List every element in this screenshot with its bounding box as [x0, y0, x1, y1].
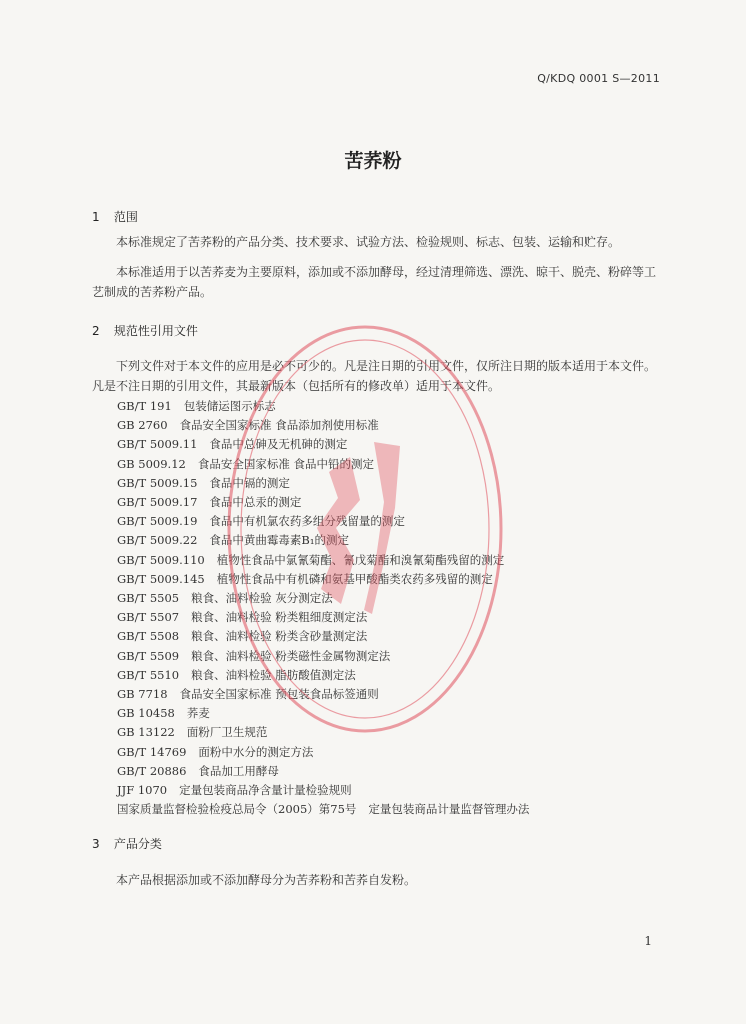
- reference-code: GB 5009.12: [117, 456, 186, 471]
- document-title: 苦荞粉: [344, 150, 402, 172]
- section-heading-scope: [92, 208, 138, 225]
- reference-title: 粮食、油料检验 脂肪酸值测定法: [191, 667, 356, 682]
- paragraph-refs-intro: 下列文件对于本文件的应用是必不可少的。凡是注日期的引用文件，仅所注日期的版本适用于本文件。凡是不注日期的引用文件，其最新版本（包括所有的修改单）适用于本文件。: [92, 359, 657, 393]
- reference-title: 荞麦: [186, 706, 210, 721]
- reference-title: 定量包装商品计量监督管理办法: [368, 802, 530, 817]
- reference-title: 植物性食品中氯氰菊酯、氰戊菊酯和溴氰菊酯残留的测定: [216, 552, 505, 567]
- standard-code: Q/KDQ 0001 S—2011: [537, 72, 660, 85]
- reference-title: 食品安全国家标准 食品添加剂使用标准: [179, 418, 379, 433]
- reference-title: 粮食、油料检验 粉类磁性金属物测定法: [191, 648, 391, 663]
- reference-title: 食品中镉的测定: [209, 475, 290, 490]
- section-heading-normative-references: [92, 322, 198, 339]
- reference-code: 国家质量监督检验检疫总局令（2005）第75号: [117, 802, 357, 817]
- reference-code: GB/T 5009.145: [117, 571, 205, 586]
- section-heading-classification: [92, 835, 162, 852]
- seal-inner-ring: [241, 340, 489, 718]
- reference-code: GB/T 5507: [117, 610, 180, 625]
- reference-title: 粮食、油料检验 粉类含砂量测定法: [191, 629, 368, 644]
- reference-code: GB/T 5009.17: [117, 495, 198, 510]
- reference-item: [117, 743, 529, 762]
- paragraph-scope-2: 本标准适用于以苦荞麦为主要原料，添加或不添加酵母，经过清理筛选、漂洗、晾干、脱壳、粉碎等工艺制成的苦荞粉产品。: [92, 265, 657, 299]
- section-number: 3: [92, 837, 100, 851]
- reference-code: GB/T 5505: [117, 591, 180, 606]
- reference-code: GB/T 5009.22: [117, 533, 198, 548]
- reference-code: GB/T 5510: [117, 667, 180, 682]
- reference-title: 食品中总砷及无机砷的测定: [209, 437, 348, 452]
- section-title: 产品分类: [113, 837, 162, 851]
- reference-title: 粮食、油料检验 灰分测定法: [191, 591, 333, 606]
- reference-code: GB 7718: [117, 687, 168, 702]
- reference-title: 植物性食品中有机磷和氨基甲酸酯类农药多残留的测定: [216, 571, 493, 586]
- reference-title: 面粉厂卫生规范: [186, 725, 268, 740]
- reference-code: GB/T 5009.19: [117, 514, 198, 529]
- paragraph-scope-1: 本标准规定了苦荞粉的产品分类、技术要求、试验方法、检验规则、标志、包装、运输和贮存。: [116, 235, 621, 249]
- reference-item: [117, 800, 529, 819]
- reference-code: GB 13122: [117, 725, 175, 740]
- reference-item: [117, 762, 529, 781]
- reference-code: GB/T 14769: [117, 744, 187, 759]
- seal-outer-ring: [229, 327, 501, 731]
- section-number: 2: [92, 324, 100, 338]
- reference-code: GB/T 5009.11: [117, 437, 198, 452]
- reference-title: 食品安全国家标准 预包装食品标签通则: [179, 687, 379, 702]
- page-number: 1: [644, 934, 652, 948]
- reference-code: GB/T 191: [117, 399, 172, 413]
- seal-emblem-mark: [364, 442, 400, 614]
- seal-emblem-mark: [317, 457, 360, 604]
- reference-code: GB/T 20886: [117, 763, 187, 778]
- official-seal-stamp: [224, 322, 506, 736]
- paragraph-classification: 本产品根据添加或不添加酵母分为苦荞粉和苦荞自发粉。: [116, 873, 417, 887]
- reference-code: GB 2760: [117, 418, 168, 433]
- reference-code: GB 10458: [117, 706, 175, 721]
- reference-code: GB/T 5509: [117, 648, 180, 663]
- reference-title: 食品安全国家标准 食品中铅的测定: [197, 456, 375, 471]
- reference-title: 粮食、油料检验 粉类粗细度测定法: [191, 610, 368, 625]
- section-title: 规范性引用文件: [113, 324, 198, 338]
- reference-title: 食品中有机氯农药多组分残留量的测定: [209, 514, 405, 529]
- reference-title: 食品中总汞的测定: [209, 495, 302, 510]
- section-title: 范围: [113, 210, 138, 224]
- reference-code: GB/T 5009.110: [117, 552, 205, 567]
- section-number: 1: [92, 210, 100, 224]
- reference-title: 食品加工用酵母: [198, 763, 279, 778]
- reference-code: GB/T 5009.15: [117, 475, 198, 490]
- reference-code: GB/T 5508: [117, 629, 180, 644]
- reference-title: 包装储运图示标志: [183, 399, 276, 413]
- reference-title: 定量包装商品净含量计量检验规则: [179, 783, 352, 798]
- reference-title: 面粉中水分的测定方法: [198, 744, 314, 759]
- reference-code: JJF 1070: [117, 783, 168, 798]
- reference-item: [117, 781, 529, 800]
- reference-title: 食品中黄曲霉毒素B₁的测定: [209, 533, 349, 548]
